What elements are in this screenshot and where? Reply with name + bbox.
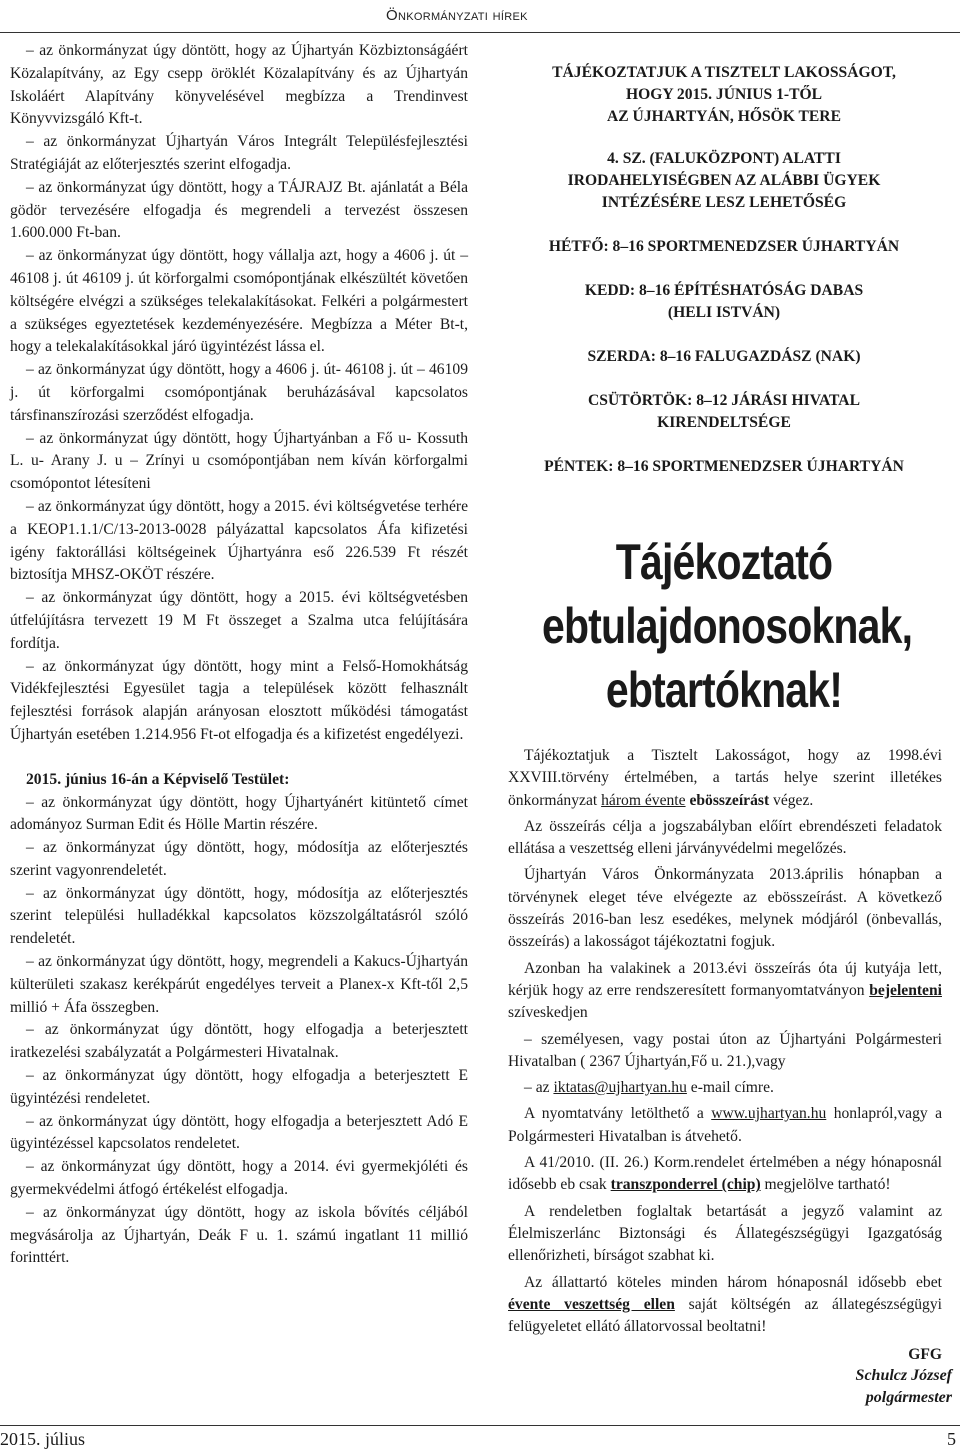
email-link[interactable]: iktatas@ujhartyan.hu [553,1079,687,1097]
decision-item: – az önkormányzat úgy döntött, hogy elfogadja a beterjesztett iratkezelési szabályzatát a Polgármesteri Hivatalnak. [10,1021,468,1062]
decision-item: – az önkormányzat úgy döntött, hogy a 2015. évi költségvetésben útfelújításra tervezett 19 M Ft összeget a Szalma utca felújítására fordítja. [10,589,468,652]
session-title: 2015. június 16-án a Képviselő Testület: [26,770,290,788]
article-paragraph: A 41/2010. (II. 26.) Korm.rendelet értelmében a négy hónaposnál idősebb eb csak transzponderrel (chip) megjelölve tartható! [508,1154,942,1194]
decisions-list-a [10,40,468,747]
page-number: 5 [947,1429,956,1449]
decision-item: – az önkormányzat úgy döntött, hogy mint a Felső-Homokhátság Vidékfejlesztési Egyesület tagja a települések között felhasznált fejlesztési források alapján arányosan elosztott működési támogatást Újhartyán esetében 1.214.956 Ft-ot elfogadja és a kifizetést engedélyezi. [10,657,468,743]
schedule-entry [502,456,946,478]
article-paragraph: Azonban ha valakinek a 2013.évi összeírás óta új kutyája lett, kérjük hogy az erre rendszeresített formanyomtatványon bejelenteni szíveskedjen [508,959,942,1022]
decisions-list-b [10,792,468,1271]
article-title-line: Tájékoztató [615,534,833,590]
decision-item: – az önkormányzat úgy döntött, hogy a 2015. évi költségvetése terhére a KEOP1.1.1/C/13-2013-0028 pályázattal kapcsolatos Áfa kifizetési igény faktorállási költségeinek Újhartyánra eső 226.539 Ft részét biztosítja MHSZ-OKÖT részére. [10,497,468,584]
decision-item: – az önkormányzat úgy döntött, hogy az Újhartyán Közbiztonságáért Közalapítvány, az Egy csepp öröklét Közalapítvány és az Újhartyán Iskoláért Alapítvány könyvelésével megbízza a Trendinvest Könyvvizsgáló Kft-t. [10,42,468,128]
notice-heading-line: AZ ÚJHARTYÁN, HŐSÖK TERE [607,108,841,125]
office-hours-notice [502,62,946,500]
notice-heading-line: TÁJÉKOZTATJUK A TISZTELT LAKOSSÁGOT, [552,64,896,81]
decision-item: – az önkormányzat Újhartyán Város Integrált Településfejlesztési Stratégiáját az előterjesztés szerint elfogadja. [10,133,468,173]
schedule-line: KIRENDELTSÉGE [657,414,791,431]
notice-heading-line: HOGY 2015. JÚNIUS 1-TŐL [625,86,823,103]
decision-item: – az önkormányzat úgy döntött, hogy a 2014. évi gyermekjóléti és gyermekvédelmi átfogó értékelést elfogadja. [10,1158,468,1199]
article-paragraph: – személyesen, vagy postai úton az Újhartyáni Polgármesteri Hivatalban ( 2367 Újhartyán,Fő u. 21.),vagy [508,1030,942,1070]
footer-divider [0,1425,960,1426]
signature [856,1365,952,1409]
section-header: Önkormányzati hírek [386,7,528,24]
notice-schedule [502,236,946,478]
article-title-line: ebtartóknak! [605,662,843,718]
decision-item: – az önkormányzat úgy döntött, hogy, módosítja az előterjesztés szerint vagyonrendeletét. [10,839,468,879]
council-decisions-column [10,40,468,1270]
article-paragraph: – az iktatas@ujhartyan.hu e-mail címre. [524,1079,774,1097]
decision-item: – az önkormányzat úgy döntött, hogy, módosítja az előterjesztés szerint települési hulladékkal kapcsolatos közszolgáltatásról szóló rendeletét. [10,884,468,948]
decision-item: – az önkormányzat úgy döntött, hogy elfogadja a beterjesztett Adó E ügyintézéssel kapcsolatos rendeletet. [10,1112,468,1153]
schedule-line: KEDD: 8–16 ÉPÍTÉSHATÓSÁG DABAS [584,282,864,299]
notice-location-line: IRODAHELYISÉGBEN AZ ALÁBBI ÜGYEK [567,172,881,189]
decision-item: – az önkormányzat úgy döntött, hogy Újhartyánért kitüntető címet adományoz Surman Edit és Hölle Martin részére. [10,793,468,834]
signature-name: Schulcz József [855,1367,952,1384]
decision-item: – az önkormányzat úgy döntött, hogy a TÁJRAJZ Bt. ajánlatát a Béla gödör tervezésére elfogadja és megrendeli a tervezést összesen 1.600.000 Ft-ban. [10,178,468,242]
article-paragraph: A rendeletben foglaltak betartását a jegyző valamint az Élelmiszerlánc Biztonsági és Állategészségügyi Igazgatóság ellenőrizheti, bírságot szabhat ki. [508,1202,942,1265]
header-divider [0,32,960,33]
article-paragraph: Az állattartó köteles minden három hónaposnál idősebb ebet évente veszettség ellen saját költségén az állategészségügyi felügyeletet ellátó állatorvossal beoltatni! [508,1273,942,1336]
issue-date: 2015. július [0,1429,86,1449]
article-paragraph: A nyomtatvány letölthető a www.ujhartyan.hu honlapról,vagy a Polgármesteri Hivatalban is átvehető. [508,1105,942,1145]
notice-location-line: INTÉZÉSÉRE LESZ LEHETŐSÉG [601,194,847,211]
notice-location [502,148,946,214]
decision-item: – az önkormányzat úgy döntött, hogy vállalja azt, hogy a 4606 j. út – 46108 j. út 46109 j. út körforgalmi csomópontjának elkészültét követően költségére elvégzi a szükséges telekalakításokat. Felkéri a polgármestert a szükséges egyeztetések kezdeményezésére. Megbízza a Méter Bt-t, hogy a telekalakításokkal járó ügyintézést lássa el. [10,247,468,356]
dog-owner-article [508,745,942,1367]
schedule-entry [502,280,946,324]
decision-item: – az önkormányzat úgy döntött, hogy, megrendeli a Kakucs-Újhartyán külterületi szakasz kerékpárút engedélyes terveit a Planex-x Kft-től 2,5 millió + Áfa összegben. [10,953,468,1016]
article-paragraph: Tájékoztatjuk a Tisztelt Lakosságot, hogy az 1998.évi XXVIII.törvény értelmében, a tartás helye szerint illetékes önkormányzat három évente ebösszeírást végez. [508,747,942,809]
article-paragraph: Újhartyán Város Önkormányzata 2013.április hónapban a törvénynek eleget téve elvégezte az ebösszeírást. A következő összeírás 2016-ban lesz esedékes, melynek módjáról (önbevallás, összeírás) a lakosságot tájékoztatni fogjuk. [508,866,942,951]
schedule-line: CSÜTÖRTÖK: 8–12 JÁRÁSI HIVATAL [588,392,860,409]
decision-item: – az önkormányzat úgy döntött, hogy Újhartyánban a Fő u- Kossuth L. u- Arany J. u – Zrínyi u csomópontjában nem kíván körforgalmi csomópontot létesíteni [10,429,468,493]
schedule-line: HÉTFŐ: 8–16 SPORTMENEDZSER ÚJHARTYÁN [548,238,900,255]
schedule-line: (HELI ISTVÁN) [667,304,781,321]
schedule-entry [502,390,946,434]
article-title-line: ebtulajdonosoknak, [541,598,913,654]
decision-item: – az önkormányzat úgy döntött, hogy az iskola bővítés céljából megvásárolja az Újhartyán, Deák F u. 1. számú ingatlant 11 millió forinttért. [10,1203,468,1267]
decision-item: – az önkormányzat úgy döntött, hogy elfogadja a beterjesztett E ügyintézési rendeletet. [10,1067,468,1107]
article-title [541,530,913,722]
article-paragraph: Az összeírás célja a jogszabályban előírt ebrendészeti feladatok ellátása a veszettség elleni járványvédelmi megelőzés. [508,817,942,858]
schedule-entry [502,236,946,258]
notice-heading [502,62,946,128]
notice-location-line: 4. SZ. (FALUKÖZPONT) ALATTI [607,150,841,167]
schedule-entry [502,346,946,368]
signature-title: polgármester [865,1389,952,1406]
website-link[interactable]: www.ujhartyan.hu [711,1105,827,1123]
schedule-line: SZERDA: 8–16 FALUGAZDÁSZ (NAK) [587,348,861,365]
article-author: GFG [908,1346,942,1364]
schedule-line: PÉNTEK: 8–16 SPORTMENEDZSER ÚJHARTYÁN [544,458,904,475]
decision-item: – az önkormányzat úgy döntött, hogy a 4606 j. út- 46108 j. út – 46109 j. út körforgalmi csomópontjának beruházásával kapcsolatos társfinanszírozási szerződést elfogadja. [10,361,468,424]
